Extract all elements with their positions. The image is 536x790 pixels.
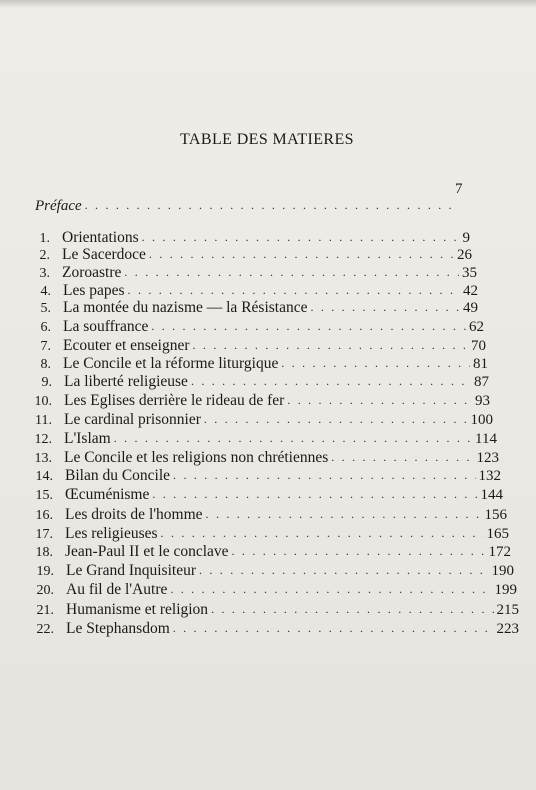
- dot-leader: [142, 230, 460, 245]
- toc-entry-row: [24, 449, 499, 469]
- chapter-number: 21.: [36, 603, 54, 618]
- dot-leader: [193, 338, 468, 353]
- chapter-page-number: 87: [474, 374, 489, 390]
- dot-leader: [114, 431, 472, 446]
- chapter-number: 15.: [35, 488, 53, 503]
- dot-leader: [310, 300, 460, 315]
- toc-entry-row: [25, 543, 511, 563]
- chapter-number: 10.: [34, 394, 52, 409]
- chapter-number: 5.: [40, 301, 51, 316]
- chapter-title: Le Stephansdom: [66, 620, 170, 637]
- chapter-number: 18.: [35, 545, 53, 560]
- toc-entry-row: [26, 581, 517, 601]
- toc-entry-row: [25, 467, 501, 487]
- dot-leader: [124, 265, 459, 280]
- dot-leader: [191, 374, 471, 389]
- dot-leader: [173, 468, 475, 483]
- chapter-page-number: 132: [478, 468, 501, 484]
- dot-leader: [206, 507, 482, 522]
- chapter-title: La montée du nazisme — la Résistance: [63, 299, 308, 316]
- toc-entry-row: [26, 601, 519, 621]
- toc-entry-row: [25, 525, 509, 545]
- chapter-number: 14.: [35, 469, 53, 484]
- chapter-title: Jean-Paul II et le conclave: [65, 543, 229, 560]
- chapter-title: Orientations: [62, 229, 139, 246]
- dot-leader: [152, 487, 477, 502]
- chapter-number: 16.: [35, 508, 53, 523]
- dot-leader: [232, 544, 486, 559]
- dot-leader: [281, 356, 470, 371]
- toc-entry-row: [22, 246, 472, 266]
- chapter-page-number: 172: [488, 544, 511, 560]
- chapter-title: Le cardinal prisonnier: [64, 411, 201, 428]
- chapter-page-number: 223: [496, 621, 519, 637]
- chapter-page-number: 35: [462, 265, 477, 281]
- toc-entry-row: [24, 373, 489, 393]
- toc-entry-row: [25, 486, 503, 506]
- chapter-page-number: 123: [476, 450, 499, 466]
- chapter-number: 1.: [39, 231, 50, 246]
- chapter-title: Le Concile et les religions non chrétiennes: [64, 449, 329, 466]
- dot-leader: [199, 563, 489, 578]
- chapter-page-number: 165: [486, 526, 509, 542]
- dot-leader: [204, 412, 468, 427]
- dot-leader: [85, 198, 452, 213]
- dot-leader: [128, 283, 460, 298]
- toc-entry-row: [23, 355, 488, 375]
- toc-entry-row: [22, 264, 477, 284]
- chapter-number: 9.: [41, 375, 52, 390]
- preface-label: Préface: [35, 198, 82, 214]
- chapter-title: La liberté religieuse: [64, 373, 188, 390]
- chapter-title: L'Islam: [64, 430, 111, 447]
- chapter-number: 7.: [40, 339, 51, 354]
- dot-leader: [173, 621, 494, 636]
- chapter-title: Les Eglises derrière le rideau de fer: [64, 392, 285, 409]
- chapter-number: 13.: [34, 451, 52, 466]
- chapter-title: Les religieuses: [65, 525, 158, 542]
- chapter-number: 6.: [40, 320, 51, 335]
- chapter-title: Le Grand Inquisiteur: [66, 562, 196, 579]
- chapter-page-number: 156: [484, 507, 507, 523]
- toc-entry-row: [26, 620, 519, 640]
- dot-leader: [287, 393, 472, 408]
- chapter-page-number: 190: [491, 563, 514, 579]
- chapter-number: 20.: [36, 583, 54, 598]
- chapter-number: 17.: [35, 527, 53, 542]
- chapter-number: 12.: [34, 432, 52, 447]
- chapter-title: Au fil de l'Autre: [66, 581, 168, 598]
- chapter-title: Bilan du Concile: [65, 467, 171, 484]
- chapter-page-number: 70: [471, 338, 486, 354]
- toc-entry-row: [24, 430, 497, 450]
- chapter-number: 19.: [36, 564, 54, 579]
- chapter-title: Zoroastre: [62, 264, 122, 281]
- toc-entry-row: [25, 506, 507, 526]
- chapter-number: 2.: [39, 248, 50, 263]
- chapter-page-number: 49: [463, 300, 478, 316]
- chapter-page-number: 81: [473, 356, 488, 372]
- chapter-page-number: 114: [475, 431, 497, 447]
- dot-leader: [149, 247, 454, 262]
- preface-page-number: 7: [455, 181, 463, 197]
- toc-entry-row: [24, 411, 493, 431]
- chapter-title: Le Sacerdoce: [62, 246, 146, 263]
- chapter-page-number: 42: [463, 283, 478, 299]
- dot-leader: [161, 526, 484, 541]
- chapter-title: La souffrance: [63, 318, 149, 335]
- page-title: TABLE DES MATIERES: [180, 131, 354, 148]
- chapter-title: Ecouter et enseigner: [63, 337, 190, 354]
- toc-preface-row: [35, 198, 455, 218]
- chapter-number: 11.: [35, 413, 52, 428]
- page-top-shadow: [0, 0, 536, 8]
- chapter-page-number: 93: [475, 393, 490, 409]
- chapter-number: 22.: [36, 622, 54, 637]
- chapter-page-number: 144: [480, 487, 503, 503]
- chapter-number: 4.: [40, 284, 51, 299]
- toc-entry-row: [24, 392, 490, 412]
- chapter-page-number: 199: [494, 582, 517, 598]
- chapter-number: 3.: [39, 266, 50, 281]
- chapter-number: 8.: [40, 357, 51, 372]
- toc-entry-row: [23, 318, 484, 338]
- chapter-page-number: 62: [469, 319, 484, 335]
- chapter-title: Le Concile et la réforme liturgique: [63, 355, 279, 372]
- chapter-title: Les papes: [63, 282, 125, 299]
- chapter-title: Les droits de l'homme: [65, 506, 203, 523]
- chapter-title: Œcuménisme: [65, 486, 150, 503]
- dot-leader: [151, 319, 466, 334]
- chapter-page-number: 100: [470, 412, 493, 428]
- dot-leader: [331, 450, 473, 465]
- toc-entry-row: [23, 337, 486, 357]
- chapter-title: Humanisme et religion: [66, 601, 209, 618]
- dot-leader: [211, 602, 493, 617]
- chapter-page-number: 215: [496, 602, 519, 618]
- chapter-page-number: 26: [457, 247, 472, 263]
- toc-entry-row: [23, 299, 478, 319]
- chapter-page-number: 9: [462, 230, 470, 246]
- toc-entry-row: [26, 562, 514, 582]
- dot-leader: [170, 582, 491, 597]
